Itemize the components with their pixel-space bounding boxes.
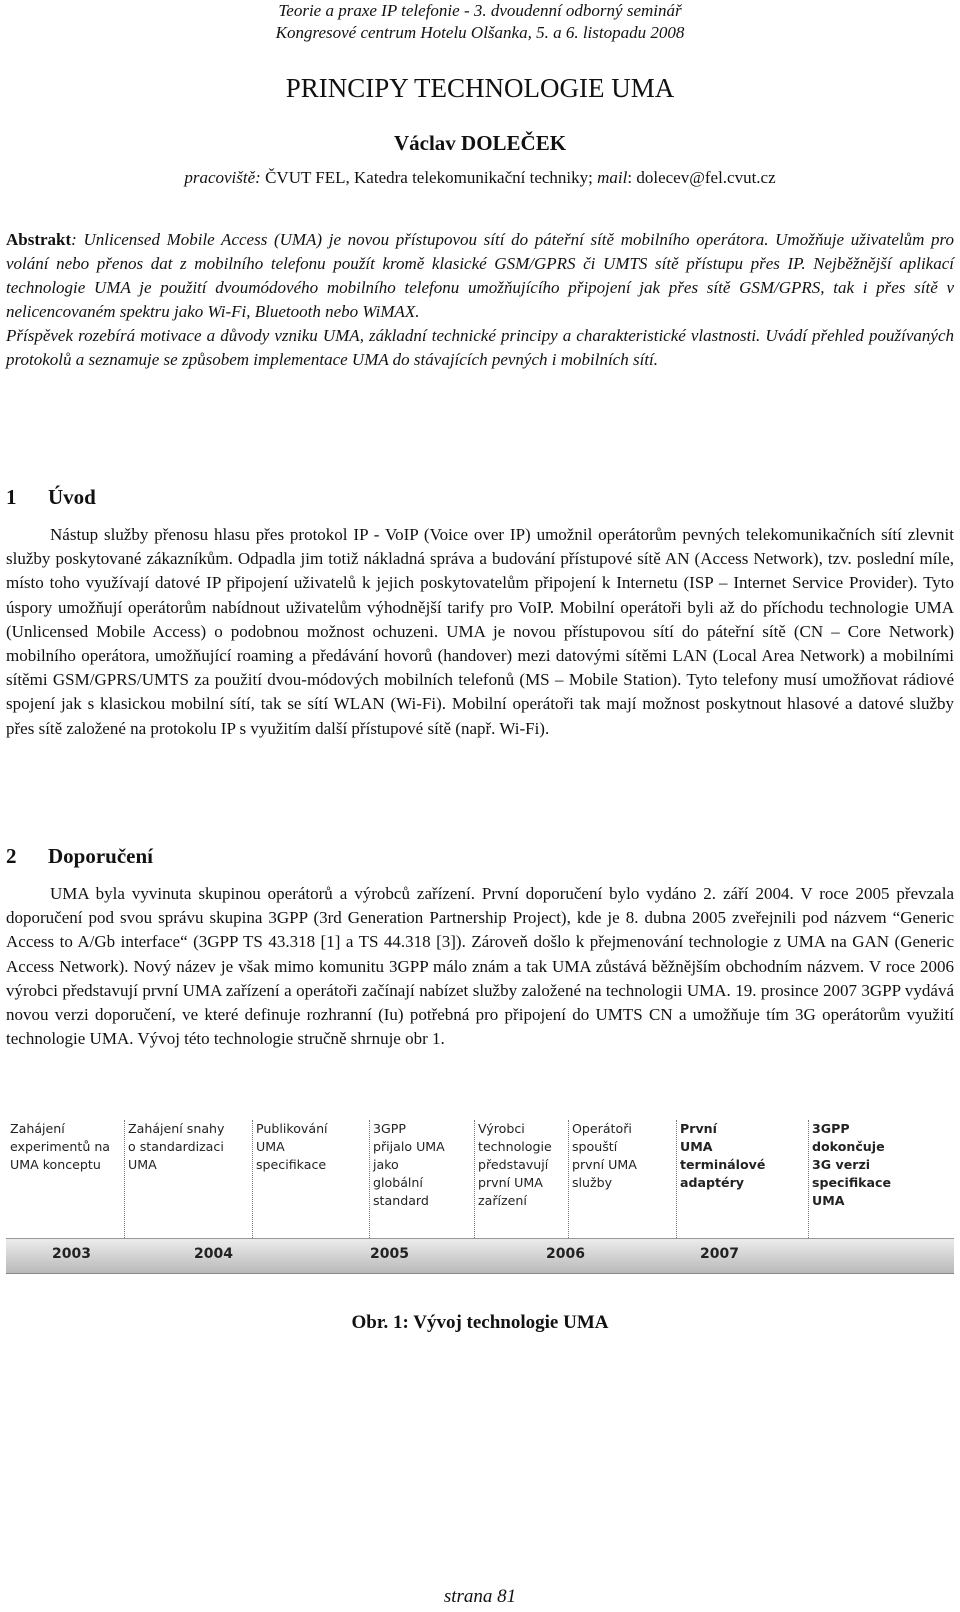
affiliation-mail-label: mail — [597, 168, 628, 187]
timeline-bar — [6, 1238, 954, 1274]
section-1-title: Úvod — [48, 485, 96, 509]
section-2-text: UMA byla vyvinuta skupinou operátorů a výrobců zařízení. První doporučení bylo vydáno 2. září 2004. V roce 2005 převzala doporučení pod svou správu skupina 3GPP (3rd Generation Partnership Project), kde je 8. dubna 2005 zveřejnili pod názvem “Generic Access to A/Gb interface“ (3GPP TS 43.318 [1] a TS 44.318 [3]). Zároveň došlo k přejmenování technologie z UMA na GAN (Generic Access Network). Nový název je však mimo komunitu 3GPP málo znám a tak UMA zůstává běžnějším obchodním názvem. V roce 2006 výrobci představují první UMA zařízení a operátoři začínají nabízet služby založené na technologii UMA. 19. prosince 2007 3GPP vydává novou verzi doporučení, ve které definuje rozhranní (Iu) potřebná pro připojení do UMTS CN a umožňuje tím 3G operátorům využití technologie UMA. Vývoj této technologie stručně shrnuje obr 1. — [6, 884, 954, 1049]
affiliation-workplace-label: pracoviště: — [184, 168, 261, 187]
figure-caption: Obr. 1: Vývoj technologie UMA — [351, 1312, 609, 1333]
section-1-heading — [6, 484, 96, 510]
author-name: Václav DOLEČEK — [393, 131, 567, 155]
affiliation-workplace: ČVUT FEL, Katedra telekomunikační techniky; — [260, 168, 598, 187]
header-line-1: Teorie a praxe IP telefonie - 3. dvoudenní odborný seminář — [278, 1, 682, 20]
timeline-event: Publikování UMA specifikace — [256, 1121, 328, 1172]
timeline-separator — [124, 1120, 125, 1238]
timeline-event: Zahájení snahy o standardizaci UMA — [128, 1121, 225, 1172]
timeline-separator — [252, 1120, 253, 1238]
abstract — [6, 228, 954, 372]
abstract-text-1: : Unlicensed Mobile Access (UMA) je novou přístupovou sítí do páteřní sítě mobilního operátora. Umožňuje uživatelům pro volání nebo přenos dat z mobilního telefonu použít kromě klasické GSM/GPRS či UMTS sítě přístupu přes IP. Nejběžnější aplikací technologie UMA je použití dvoumódového mobilního telefonu umožňujícího připojení jak přes sítě GSM/GPRS, tak i přes sítě v nelicencovaném spektru jako Wi-Fi, Bluetooth nebo WiMAX. — [6, 230, 954, 321]
timeline-event: 3GPP dokončuje 3G verzi specifikace UMA — [812, 1121, 892, 1208]
timeline-separator — [474, 1120, 475, 1238]
abstract-paragraph-2: Příspěvek rozebírá motivace a důvody vzniku UMA, základní technické principy a charakteristické vlastnosti. Uvádí přehled používaných protokolů a seznamuje se způsobem implementace UMA do stávajících pevných i mobilních sítí. — [6, 326, 954, 369]
section-1-number: 1 — [6, 485, 17, 509]
timeline-separator — [568, 1120, 569, 1238]
timeline-event: Zahájení experimentů na UMA konceptu — [10, 1121, 111, 1172]
paper-title: PRINCIPY TECHNOLOGIE UMA — [285, 73, 675, 103]
abstract-paragraph-1 — [6, 228, 954, 324]
timeline-year: 2006 — [546, 1246, 585, 1262]
affiliation — [0, 167, 960, 189]
timeline-separator — [808, 1120, 809, 1238]
section-2-number: 2 — [6, 844, 17, 868]
section-2-heading — [6, 843, 153, 869]
timeline-year: 2005 — [370, 1246, 409, 1262]
timeline-separator — [676, 1120, 677, 1238]
timeline-event: Výrobci technologie představují první UMA zařízení — [478, 1121, 552, 1208]
timeline-year: 2003 — [52, 1246, 91, 1262]
section-1-text: Nástup služby přenosu hlasu přes protokol IP - VoIP (Voice over IP) umožnil operátorům pevných telekomunikačních sítí zlevnit služby poskytované zákazníkům. Odpadla jim totiž nákladná správa a budování přístupové sítě AN (Access Network), tzv. poslední míle, místo toho využívají datové IP připojení uživatelů k jejich poskytovatelům připojení k Internetu (ISP – Internet Service Provider). Tyto úspory umožňují operátorům nabídnout uživatelům výhodnější tarify pro VoIP. Mobilní operátoři byli až do příchodu technologie UMA (Unlicensed Mobile Access) o podobnou možnost ochuzeni. UMA je novou přístupovou sítí do páteřní sítě (CN – Core Network) mobilního operátora, umožňující roaming a předávání hovorů (handover) mezi datovými sítěmi LAN (Local Area Network) a mobilními sítěmi GSM/GPRS/UMTS za použití dvou-módových mobilních telefonů (MS – Mobile Station). Tyto telefony musí umožňovat rádiové spojení jak s klasickou mobilní sítí, tak se sítí WLAN (Wi-Fi). Mobilní operátoři tak mají možnost poskytnout hlasové a datové služby přes sítě založené na protokolu IP s využitím další přístupové sítě (např. Wi-Fi). — [6, 525, 954, 738]
abstract-label: Abstrakt — [6, 230, 72, 249]
timeline-event: Operátoři spouští první UMA služby — [572, 1121, 637, 1190]
timeline-event: 3GPP přijalo UMA jako globální standard — [373, 1121, 445, 1208]
affiliation-mail: : dolecev@fel.cvut.cz — [627, 168, 776, 187]
timeline-separator — [369, 1120, 370, 1238]
timeline-year: 2007 — [700, 1246, 739, 1262]
uma-timeline-figure — [6, 1120, 954, 1272]
timeline-year: 2004 — [194, 1246, 233, 1262]
header-line-2: Kongresové centrum Hotelu Olšanka, 5. a 6. listopadu 2008 — [275, 23, 685, 42]
timeline-event: První UMA terminálové adaptéry — [680, 1121, 766, 1190]
section-2-title: Doporučení — [48, 844, 153, 868]
page-number: strana 81 — [443, 1586, 517, 1607]
